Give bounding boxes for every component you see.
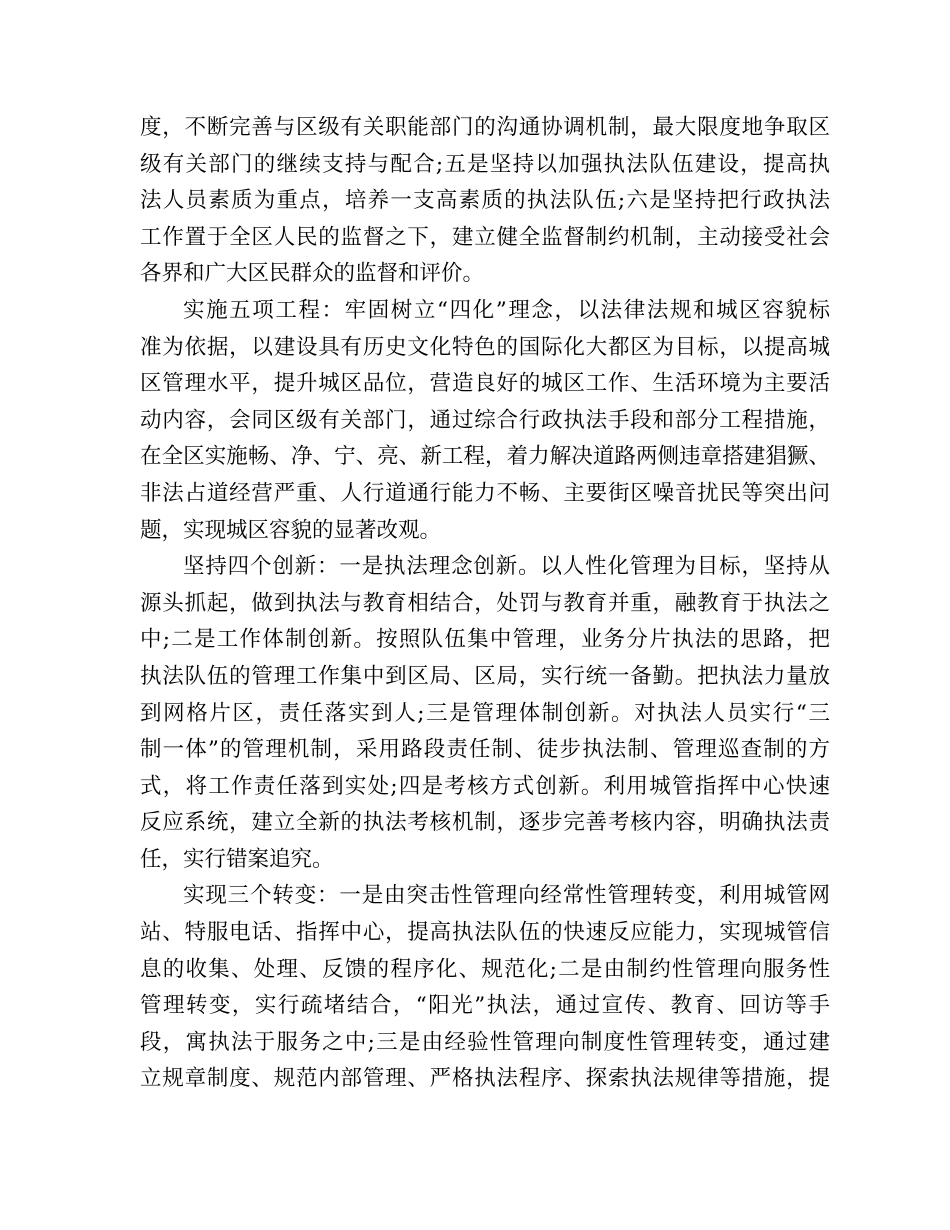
- text-line: 题，实现城区容貌的显著改观。: [140, 517, 442, 543]
- text-line: 中;二是工作体制创新。按照队伍集中管理，业务分片执法的思路，把: [140, 627, 830, 653]
- text-line: 到网格片区，责任落实到人;三是管理体制创新。对执法人员实行“三: [140, 700, 830, 726]
- text-line: 站、特服电话、指挥中心，提高执法队伍的快速反应能力，实现城管信: [140, 920, 830, 946]
- text-line: 区管理水平，提升城区品位，营造良好的城区工作、生活环境为主要活: [140, 371, 830, 397]
- text-line: 坚持四个创新：一是执法理念创新。以人性化管理为目标，坚持从: [183, 554, 830, 580]
- text-line: 实施五项工程：牢固树立“四化”理念，以法律法规和城区容貌标: [183, 297, 830, 323]
- text-line: 非法占道经营严重、人行道通行能力不畅、主要街区噪音扰民等突出问: [140, 480, 830, 506]
- text-line: 准为依据，以建设具有历史文化特色的国际化大都区为目标，以提高城: [140, 334, 830, 360]
- text-line: 在全区实施畅、净、宁、亮、新工程，着力解决道路两侧违章搭建猖獗、: [140, 444, 830, 470]
- body-text: [140, 110, 830, 1098]
- text-line: 管理转变，实行疏堵结合，“阳光”执法，通过宣传、教育、回访等手: [140, 993, 830, 1019]
- paragraph-three-transformations: [140, 878, 830, 1098]
- paragraph-five-projects: [140, 293, 830, 549]
- text-line: 式，将工作责任落到实处;四是考核方式创新。利用城管指挥中心快速: [140, 773, 830, 799]
- text-line: 息的收集、处理、反馈的程序化、规范化;二是由制约性管理向服务性: [140, 956, 830, 982]
- text-line: 各界和广大区民群众的监督和评价。: [140, 261, 485, 287]
- text-line: 制一体”的管理机制，采用路段责任制、徒步执法制、管理巡查制的方: [140, 737, 830, 763]
- text-line: 段，寓执法于服务之中;三是由经验性管理向制度性管理转变，通过建: [140, 1029, 830, 1055]
- text-line: 执法队伍的管理工作集中到区局、区局，实行统一备勤。把执法力量放: [140, 663, 830, 689]
- text-line: 实现三个转变：一是由突击性管理向经常性管理转变，利用城管网: [183, 883, 830, 909]
- text-line: 动内容，会同区级有关部门，通过综合行政执法手段和部分工程措施，: [140, 407, 830, 433]
- paragraph-continuation: [140, 110, 830, 293]
- text-line: 立规章制度、规范内部管理、严格执法程序、探索执法规律等措施，提: [140, 1066, 830, 1092]
- text-line: 法人员素质为重点，培养一支高素质的执法队伍;六是坚持把行政执法: [140, 188, 830, 214]
- text-line: 度，不断完善与区级有关职能部门的沟通协调机制，最大限度地争取区: [140, 115, 830, 140]
- text-line: 工作置于全区人民的监督之下，建立健全监督制约机制，主动接受社会: [140, 224, 830, 250]
- text-line: 源头抓起，做到执法与教育相结合，处罚与教育并重，融教育于执法之: [140, 590, 830, 616]
- text-line: 级有关部门的继续支持与配合;五是坚持以加强执法队伍建设，提高执: [140, 151, 830, 177]
- text-line: 反应系统，建立全新的执法考核机制，逐步完善考核内容，明确执法责: [140, 810, 830, 836]
- text-line: 任，实行错案追究。: [140, 846, 334, 872]
- paragraph-four-innovations: [140, 549, 830, 878]
